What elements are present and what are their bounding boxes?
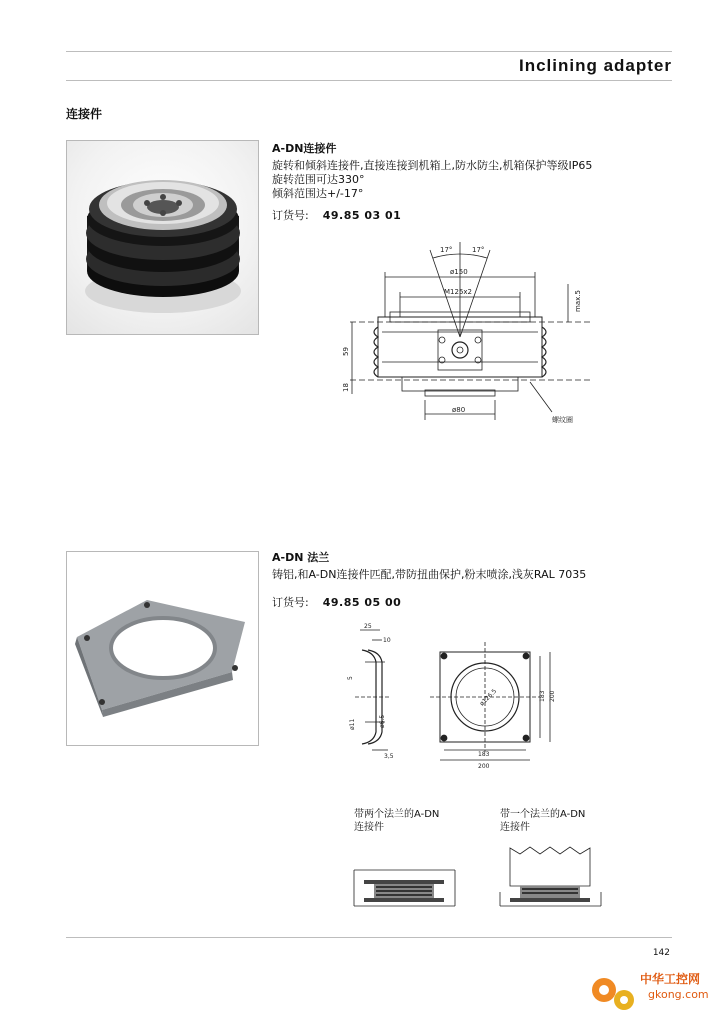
watermark-text-url: gkong.com: [648, 988, 709, 1001]
dim-3-5: 3,5: [384, 753, 394, 760]
dim-diameter-11: ø11: [349, 718, 356, 730]
dim-diameter-80: ø80: [452, 406, 466, 414]
caption-one-flange-line-1: 带一个法兰的A-DN: [500, 809, 586, 820]
product2-order: [272, 596, 586, 610]
dim-5: 5: [347, 676, 354, 680]
dim-200-vertical: 200: [549, 690, 556, 702]
dim-25: 25: [364, 623, 372, 630]
gear-logo-icon: [586, 968, 640, 1018]
sketch-two-flanges: [352, 858, 457, 918]
dim-diameter-6-5: ø6.5: [379, 714, 386, 728]
dim-59: 59: [342, 347, 350, 356]
product-photo-flange: [66, 551, 259, 746]
product1-order-number: 49.85 03 01: [322, 209, 402, 222]
product1-line-3: 倾斜范围达+/-17°: [272, 187, 364, 200]
dim-10: 10: [383, 637, 391, 644]
product2-name: A-DN 法兰: [272, 551, 330, 564]
dim-183-horizontal: 183: [478, 751, 490, 758]
page-title: Inclining adapter: [518, 56, 672, 75]
product-photo-connector: [66, 140, 259, 335]
dim-thread-m125: M125x2: [444, 288, 472, 296]
product1-line-1: 旋转和倾斜连接件,直接连接到机箱上,防水防尘,机箱保护等级IP65: [272, 159, 593, 172]
dim-max5: max.5: [574, 290, 582, 312]
caption-two-flanges-line-1: 带两个法兰的A-DN: [354, 809, 440, 820]
product1-line-2: 旋转范围可达330°: [272, 173, 365, 186]
product2-order-number: 49.85 05 00: [322, 596, 402, 609]
dim-183-vertical: 183: [539, 690, 546, 702]
dim-18: 18: [342, 383, 350, 392]
connector-image: [67, 141, 258, 334]
dim-200-horizontal: 200: [478, 763, 490, 770]
product2-description: [272, 551, 586, 610]
footer-rule: [66, 937, 672, 938]
product1-name: A-DN连接件: [272, 142, 337, 155]
dim-diameter-126-5: ø126.5: [478, 687, 499, 708]
dim-angle-right: 17°: [472, 246, 485, 254]
label-thread-ring: 螺纹圈: [552, 416, 573, 424]
watermark-text-cn: 中华工控网: [640, 972, 701, 986]
sketch-one-flange: [498, 842, 603, 918]
caption-one-flange-line-2: 连接件: [500, 822, 530, 833]
connector-technical-drawing: [330, 232, 600, 432]
product2-order-label: 订货号:: [272, 596, 309, 609]
product1-order-label: 订货号:: [272, 209, 309, 222]
section-title: 连接件: [66, 107, 103, 121]
flange-image: [67, 552, 258, 745]
dim-diameter-150: ø150: [450, 268, 468, 276]
header-rule-bottom: [66, 80, 672, 81]
caption-two-flanges: [354, 808, 439, 834]
product1-order: [272, 209, 592, 223]
dim-angle-left: 17°: [440, 246, 453, 254]
product1-description: [272, 142, 592, 223]
caption-two-flanges-line-2: 连接件: [354, 822, 384, 833]
caption-one-flange: [500, 808, 585, 834]
header-rule-top: [66, 51, 672, 52]
product2-line-1: 铸铝,和A-DN连接件匹配,带防扭曲保护,粉末喷涂,浅灰RAL 7035: [272, 568, 587, 581]
flange-technical-drawing: [340, 622, 570, 772]
page-number: 142: [652, 948, 670, 958]
